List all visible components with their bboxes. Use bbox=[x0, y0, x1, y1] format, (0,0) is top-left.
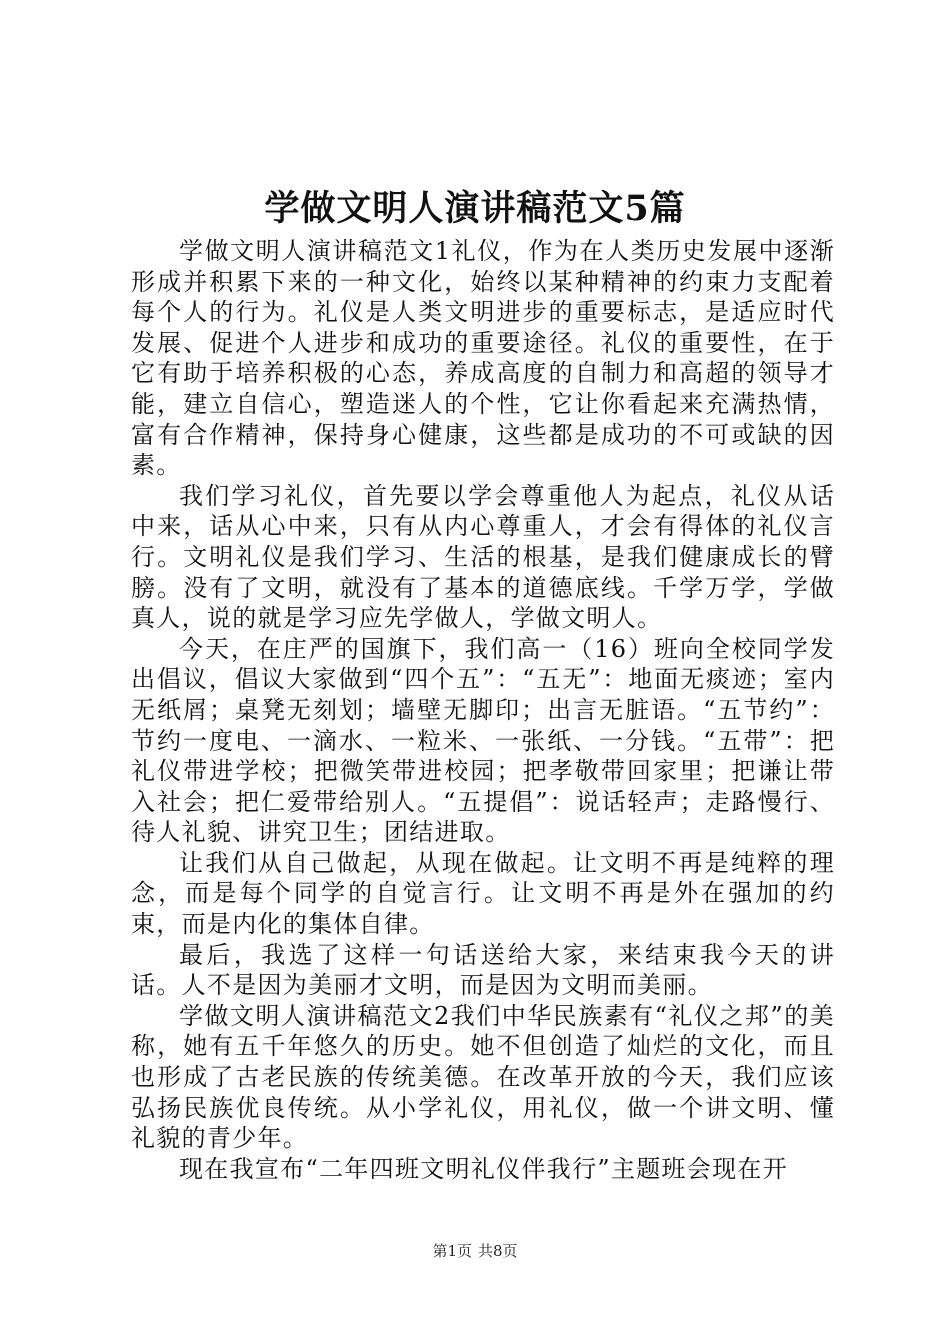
paragraph-7: 现在我宣布“二年四班文明礼仪伴我行”主题班会现在开 bbox=[179, 1154, 789, 1183]
paragraph-2: 我们学习礼仪，首先要以学会尊重他人为起点，礼仪从话中来，话从心中来，只有从内心尊重人，才会有得体的礼仪言行。文明礼仪是我们学习、生活的根基，是我们健康成长的臂膀。没有了文明，就没有了基本的道德底线。千学万学，学做真人，说的就是学习应先学做人，学做文明人。 bbox=[131, 481, 835, 633]
document-title: 学做文明人演讲稿范文5篇 bbox=[264, 188, 686, 229]
page-total: 共8页 bbox=[478, 1242, 518, 1260]
page-number: 第1页 bbox=[432, 1242, 472, 1260]
paragraph-6: 学做文明人演讲稿范文2我们中华民族素有“礼仪之邦”的美称，她有五千年悠久的历史。她不但创造了灿烂的文化，而且也形成了古老民族的传统美德。在改革开放的今天，我们应该弘扬民族优良传统。从小学礼仪，用礼仪，做一个讲文明、懂礼貌的青少年。 bbox=[131, 1001, 835, 1153]
paragraph-4: 让我们从自己做起，从现在做起。让文明不再是纯粹的理念，而是每个同学的自觉言行。让文明不再是外在强加的约束，而是内化的集体自律。 bbox=[131, 848, 835, 939]
page-footer bbox=[0, 1240, 950, 1262]
paragraph-3: 今天，在庄严的国旗下，我们高一（16）班向全校同学发出倡议，倡议大家做到“四个五”：“五无”：地面无痰迹；室内无纸屑；桌凳无刻划；墙壁无脚印；出言无脏语。“五节约”：节约一度电、一滴水、一粒米、一张纸、一分钱。“五带”：把礼仪带进学校；把微笑带进校园；把孝敬带回家里；把谦让带入社会；把仁爱带给别人。“五提倡”：说话轻声；走路慢行、待人礼貌、讲究卫生；团结进取。 bbox=[131, 634, 835, 847]
paragraph-5: 最后，我选了这样一句话送给大家，来结束我今天的讲话。人不是因为美丽才文明，而是因为文明而美丽。 bbox=[131, 940, 835, 1000]
paragraph-1: 学做文明人演讲稿范文1礼仪，作为在人类历史发展中逐渐形成并积累下来的一种文化，始终以某种精神的约束力支配着每个人的行为。礼仪是人类文明进步的重要标志，是适应时代发展、促进个人进步和成功的重要途径。礼仪的重要性，在于它有助于培养积极的心态，养成高度的自制力和高超的领导才能，建立自信心，塑造迷人的个性，它让你看起来充满热情，富有合作精神，保持身心健康，这些都是成功的不可或缺的因素。 bbox=[131, 237, 835, 480]
document-body bbox=[131, 236, 835, 1184]
